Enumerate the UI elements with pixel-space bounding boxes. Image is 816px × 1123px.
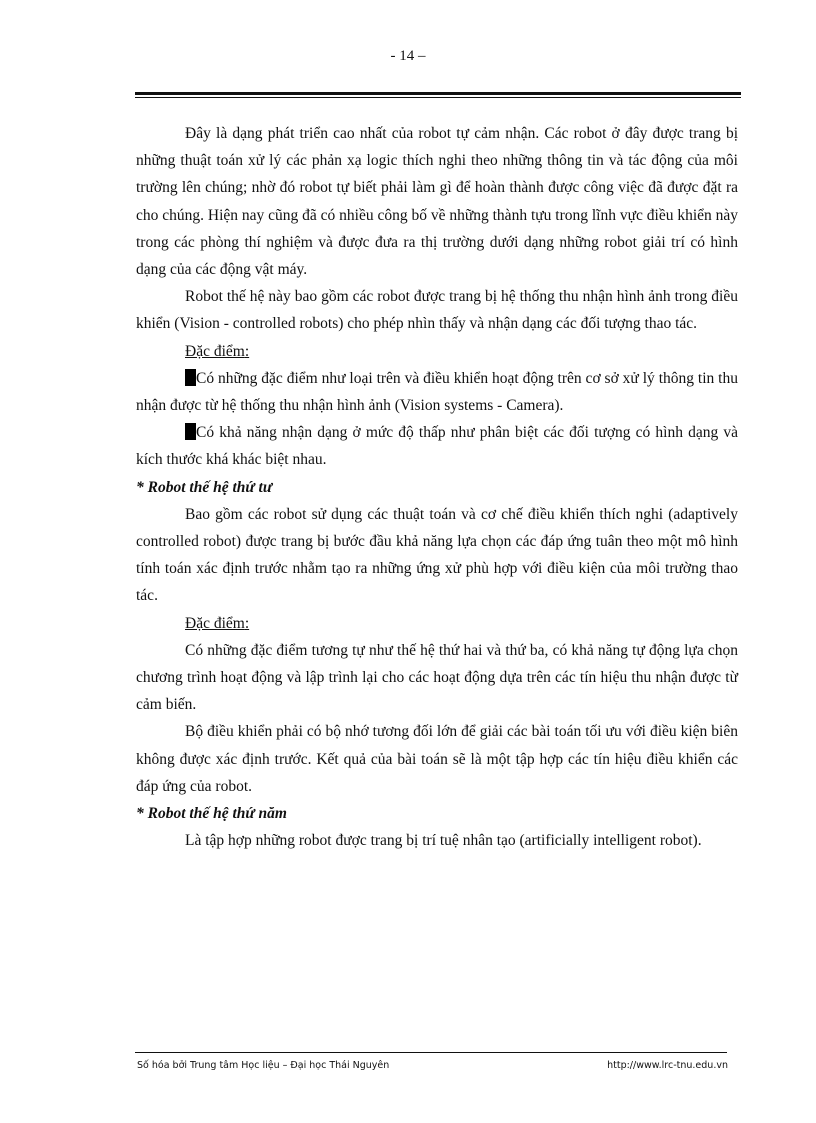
paragraph-fourth-gen-features: Có những đặc điểm tương tự như thế hệ thứ hai và thứ ba, có khả năng tự động lựa chọn chương trình hoạt động và lập trình lại cho các hoạt động dựa trên các tín hiệu thu nhận được từ cảm biến.: [136, 641, 738, 714]
header-rule-thin: [135, 97, 741, 98]
features-label-text: Đặc điểm: [185, 342, 245, 360]
section-title-fifth-gen: * Robot thế hệ thứ năm: [136, 805, 287, 823]
footer-rule: [135, 1052, 727, 1053]
square-bullet-icon: [185, 369, 196, 386]
bullet-text-1: Có những đặc điểm như loại trên và điều khiển hoạt động trên cơ sở xử lý thông tin thu nhận được từ hệ thống thu nhận hình ảnh (Vision systems - Camera).: [136, 369, 738, 415]
section-title-fourth-gen: * Robot thế hệ thứ tư: [136, 478, 273, 496]
header-rule-thick: [135, 92, 741, 95]
footer-source: Số hóa bởi Trung tâm Học liệu – Đại học Thái Nguyên: [137, 1060, 390, 1071]
features-label-1: [136, 338, 738, 365]
bullet-item-1: [136, 365, 738, 419]
features-label-2: [136, 610, 738, 637]
document-body: [136, 120, 738, 854]
features-label-text: Đặc điểm: [185, 614, 245, 632]
paragraph-controller-memory: Bộ điều khiển phải có bộ nhớ tương đối lớn để giải các bài toán tối ưu với điều kiện biên không được xác định trước. Kết quả của bài toán sẽ là một tập hợp các tín hiệu điều khiển các đáp ứng của robot.: [136, 723, 738, 795]
bullet-text-2: Có khả năng nhận dạng ở mức độ thấp như phân biệt các đối tượng có hình dạng và kích thước khá khác biệt nhau.: [136, 424, 738, 469]
footer-url: http://www.lrc-tnu.edu.vn: [607, 1060, 728, 1071]
square-bullet-icon: [185, 423, 196, 440]
page-number: - 14 –: [390, 48, 426, 64]
paragraph-fifth-gen: Là tập hợp những robot được trang bị trí tuệ nhân tạo (artificially intelligent robot).: [185, 832, 702, 850]
paragraph-intro: Đây là dạng phát triển cao nhất của robot tự cảm nhận. Các robot ở đây được trang bị những thuật toán xử lý các phản xạ logic thích nghi theo những thông tin và tác động của môi trường lên chúng; nhờ đó robot tự biết phải làm gì để hoàn thành được công việc đã được đặt ra cho chúng. Hiện nay cũng đã có nhiều công bố về những thành tựu trong lĩnh vực điều khiển này trong các phòng thí nghiệm và được đưa ra thị trường dưới dạng những robot giải trí có hình dạng của các động vật máy.: [136, 125, 739, 279]
features-label-colon: :: [244, 342, 250, 360]
paragraph-fourth-gen: Bao gồm các robot sử dụng các thuật toán và cơ chế điều khiển thích nghi (adaptively controlled robot) được trang bị bước đầu khả năng lựa chọn các đáp ứng tuân theo một mô hình tính toán xác định trước nhằm tạo ra những ứng xử phù hợp với điều kiện của môi trường thao tác.: [136, 505, 738, 605]
bullet-item-2: [136, 419, 738, 473]
features-label-colon: :: [244, 614, 250, 632]
paragraph-vision-robots: Robot thế hệ này bao gồm các robot được trang bị hệ thống thu nhận hình ảnh trong điều khiển (Vision - controlled robots) cho phép nhìn thấy và nhận dạng các đối tượng thao tác.: [136, 288, 738, 333]
